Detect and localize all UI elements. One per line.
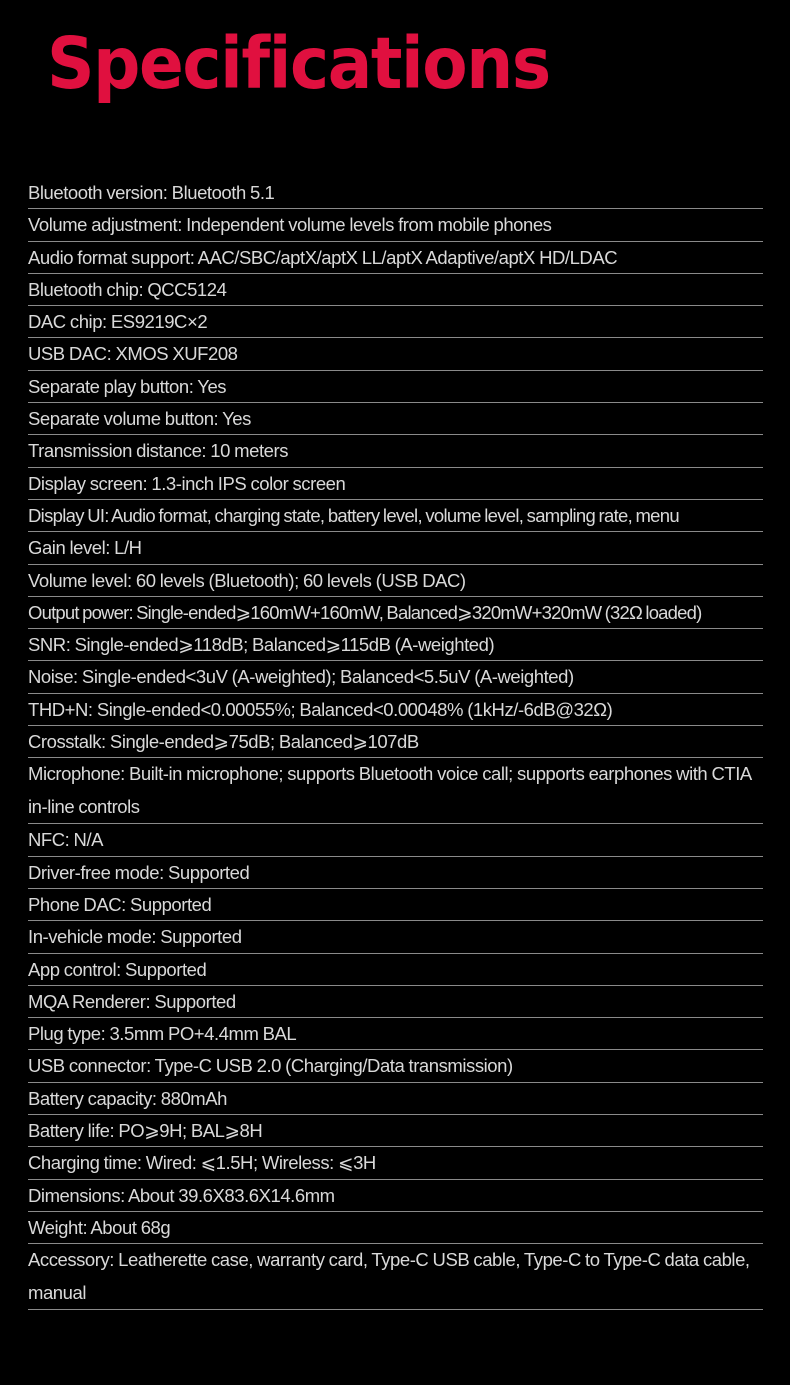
- spec-noise: Noise: Single-ended<3uV (A-weighted); Balanced<5.5uV (A-weighted): [28, 661, 763, 693]
- spec-app-control: App control: Supported: [28, 954, 763, 986]
- spec-separate-volume-button: Separate volume button: Yes: [28, 403, 763, 435]
- spec-list: [28, 177, 763, 1310]
- spec-volume-adjustment: Volume adjustment: Independent volume levels from mobile phones: [28, 209, 763, 241]
- spec-display-ui: Display UI: Audio format, charging state, battery level, volume level, sampling rate, menu: [28, 500, 763, 532]
- spec-weight: Weight: About 68g: [28, 1212, 763, 1244]
- spec-audio-format-support: Audio format support: AAC/SBC/aptX/aptX LL/aptX Adaptive/aptX HD/LDAC: [28, 242, 763, 274]
- spec-dimensions: Dimensions: About 39.6X83.6X14.6mm: [28, 1180, 763, 1212]
- spec-nfc: NFC: N/A: [28, 824, 763, 856]
- spec-crosstalk: Crosstalk: Single-ended⩾75dB; Balanced⩾107dB: [28, 726, 763, 758]
- spec-dac-chip: DAC chip: ES9219C×2: [28, 306, 763, 338]
- spec-battery-capacity: Battery capacity: 880mAh: [28, 1083, 763, 1115]
- spec-volume-level: Volume level: 60 levels (Bluetooth); 60 levels (USB DAC): [28, 565, 763, 597]
- spec-usb-connector: USB connector: Type-C USB 2.0 (Charging/Data transmission): [28, 1050, 763, 1082]
- spec-usb-dac: USB DAC: XMOS XUF208: [28, 338, 763, 370]
- spec-plug-type: Plug type: 3.5mm PO+4.4mm BAL: [28, 1018, 763, 1050]
- page-title: Specifications: [47, 22, 550, 105]
- spec-charging-time: Charging time: Wired: ⩽1.5H; Wireless: ⩽3H: [28, 1147, 763, 1179]
- spec-output-power: Output power: Single-ended⩾160mW+160mW, Balanced⩾320mW+320mW (32Ω loaded): [28, 597, 763, 629]
- spec-mqa-renderer: MQA Renderer: Supported: [28, 986, 763, 1018]
- spec-display-screen: Display screen: 1.3-inch IPS color screen: [28, 468, 763, 500]
- spec-snr: SNR: Single-ended⩾118dB; Balanced⩾115dB (A-weighted): [28, 629, 763, 661]
- spec-separate-play-button: Separate play button: Yes: [28, 371, 763, 403]
- spec-bluetooth-version: Bluetooth version: Bluetooth 5.1: [28, 177, 763, 209]
- spec-gain-level: Gain level: L/H: [28, 532, 763, 564]
- spec-bluetooth-chip: Bluetooth chip: QCC5124: [28, 274, 763, 306]
- spec-phone-dac: Phone DAC: Supported: [28, 889, 763, 921]
- spec-driver-free-mode: Driver-free mode: Supported: [28, 857, 763, 889]
- spec-battery-life: Battery life: PO⩾9H; BAL⩾8H: [28, 1115, 763, 1147]
- spec-in-vehicle-mode: In-vehicle mode: Supported: [28, 921, 763, 953]
- spec-accessory: Accessory: Leatherette case, warranty card, Type-C USB cable, Type-C to Type-C data cable, manual: [28, 1244, 763, 1310]
- spec-transmission-distance: Transmission distance: 10 meters: [28, 435, 763, 467]
- spec-microphone: Microphone: Built-in microphone; supports Bluetooth voice call; supports earphones with CTIA in-line controls: [28, 758, 763, 824]
- spec-thd-n: THD+N: Single-ended<0.00055%; Balanced<0.00048% (1kHz/-6dB@32Ω): [28, 694, 763, 726]
